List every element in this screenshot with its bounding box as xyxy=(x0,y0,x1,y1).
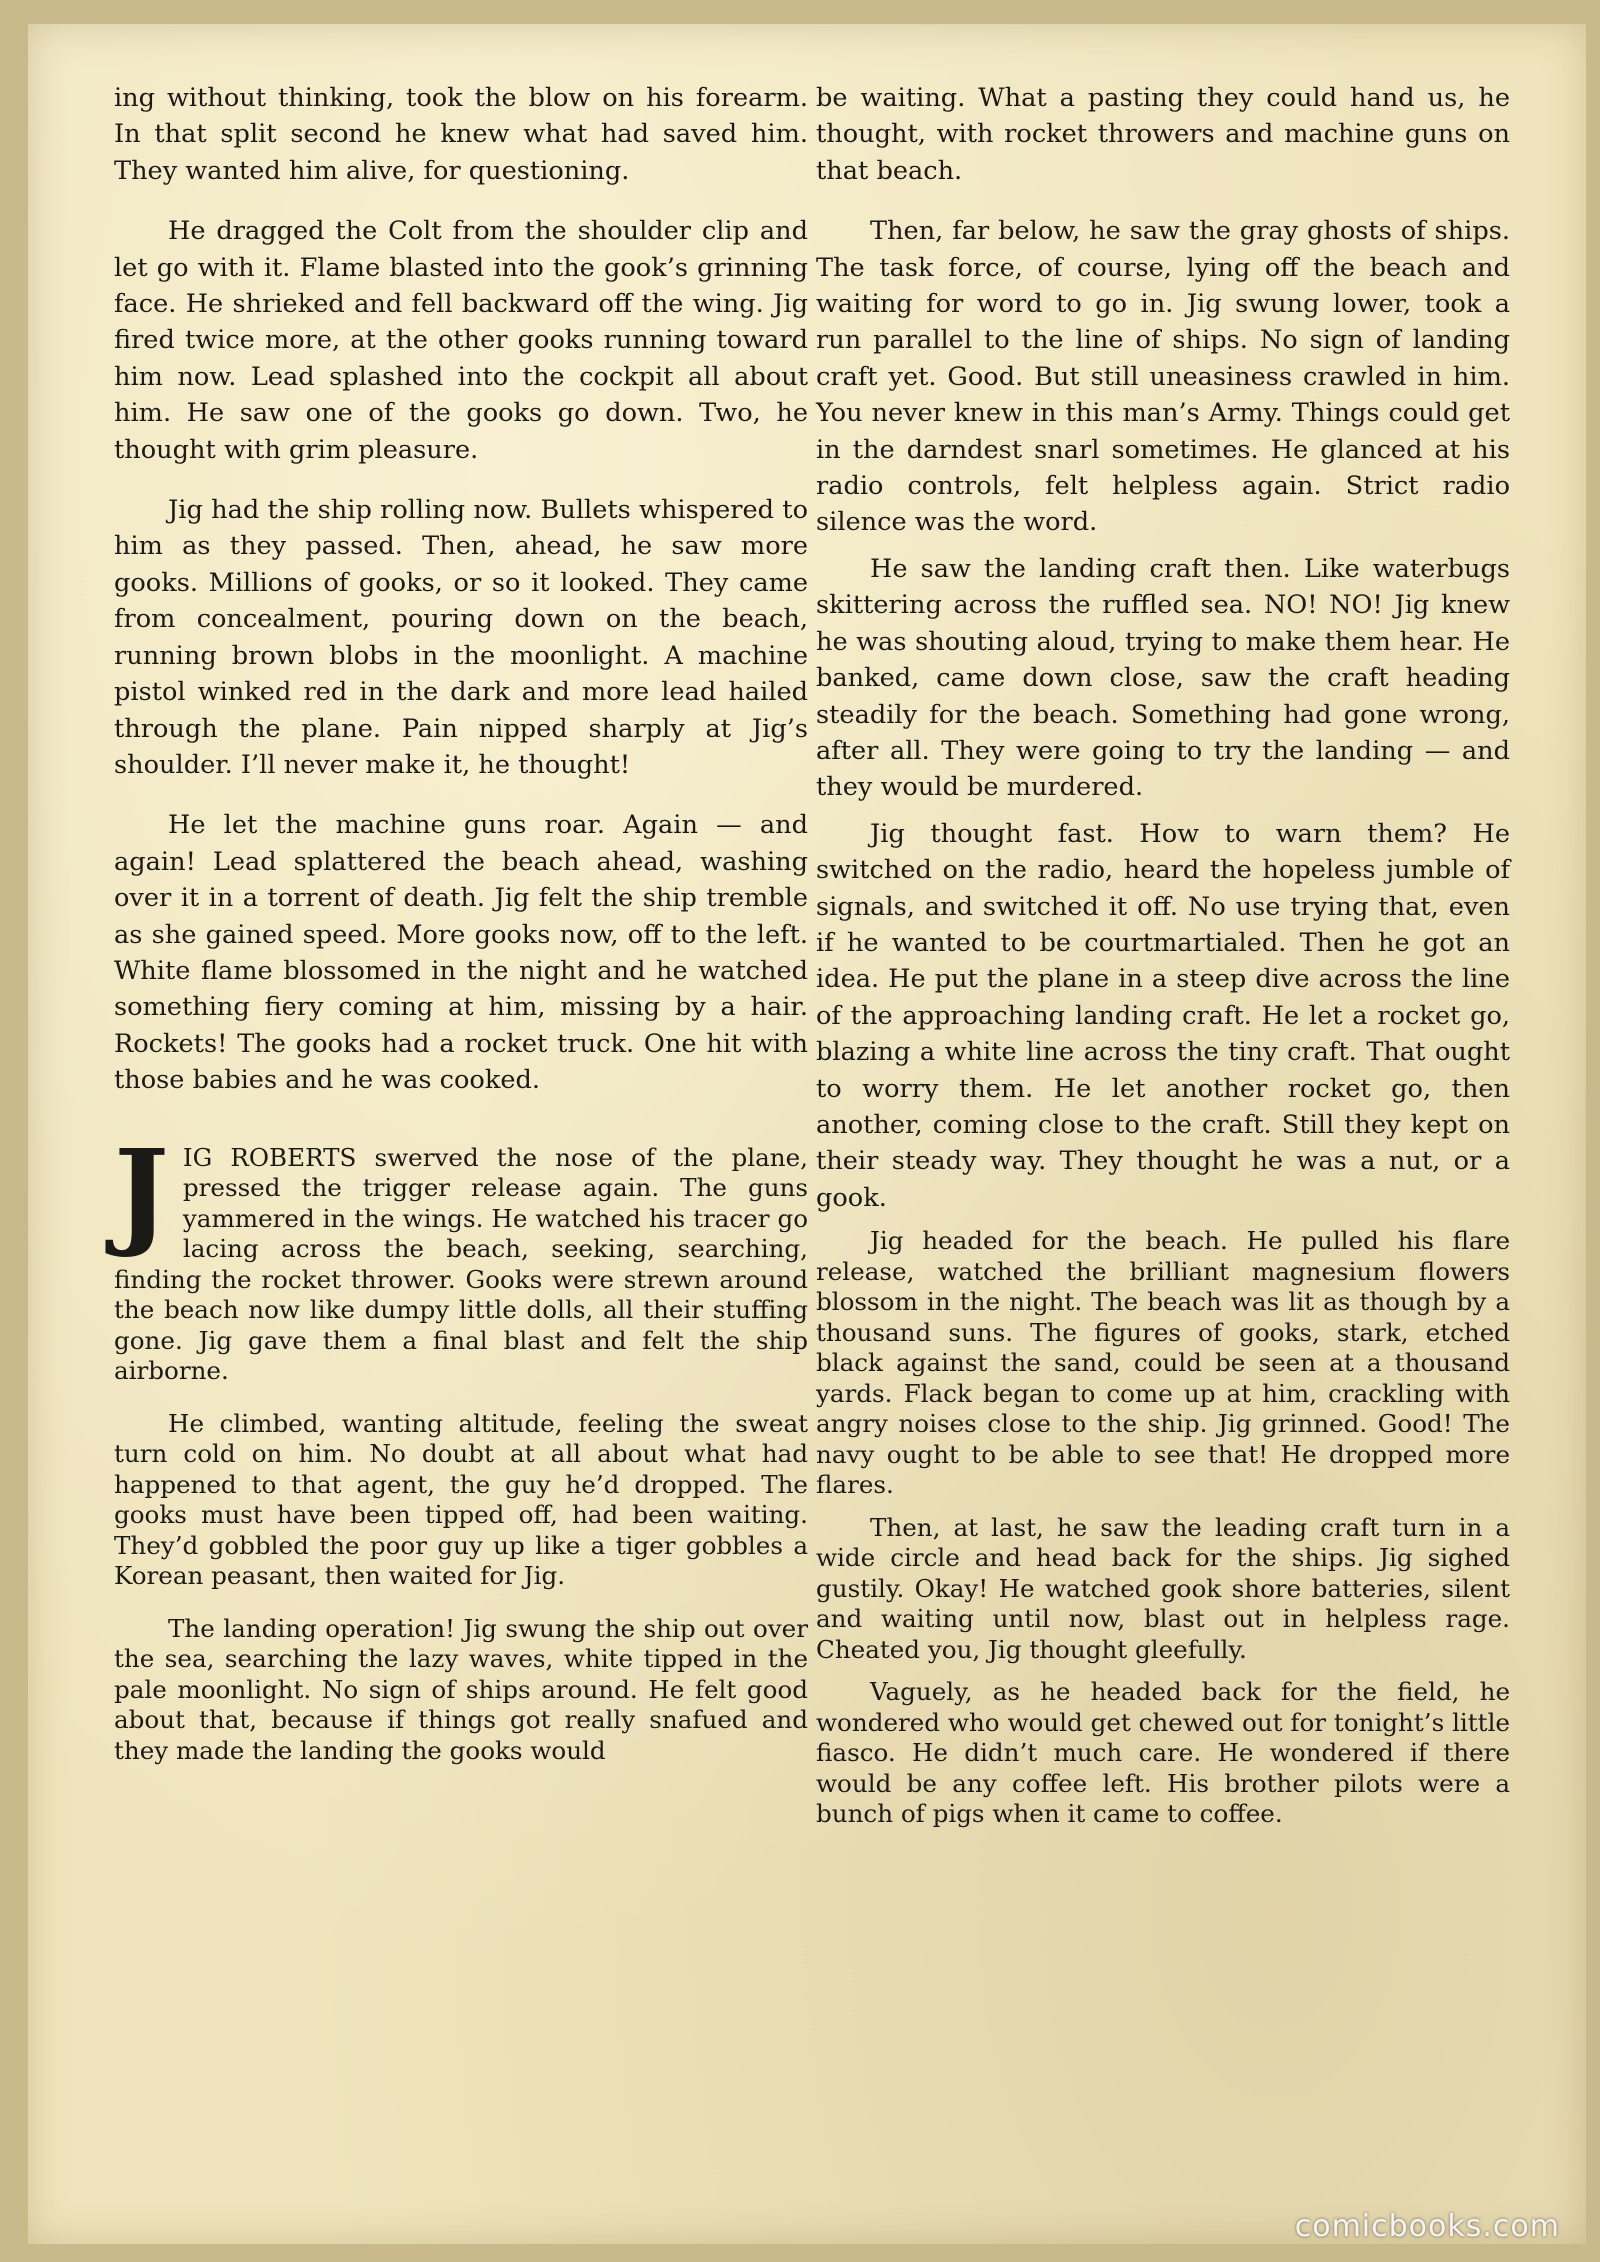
paragraph: The landing operation! Jig swung the ship out over the sea, searching the lazy waves, white tipped in the pale moonlight. No sign of ships around. He felt good about that, because if things got really snafued and they made the landing the gooks would xyxy=(114,1613,808,1765)
story-page xyxy=(28,24,1586,2244)
paragraph: Then, far below, he saw the gray ghosts of ships. The task force, of course, lying off the beach and waiting for word to go in. Jig swung lower, took a run parallel to the line of ships. No sign of landing craft yet. Good. But still uneasiness crawled in him. You never knew in this man’s Army. Things could get in the darndest snarl sometimes. He glanced at his radio controls, felt helpless again. Strict radio silence was the word. xyxy=(816,216,1510,538)
paragraph: Vaguely, as he headed back for the field, he wondered who would get chewed out for tonight’s little fiasco. He didn’t much care. He wondered if there would be any coffee left. His brother pilots were a bunch of pigs when it came to coffee. xyxy=(816,1677,1510,1829)
paragraph: Then, at last, he saw the leading craft turn in a wide circle and head back for the ships. Jig sighed gustily. Okay! He watched gook shore batteries, silent and waiting until now, blast out in helpless rage. Cheated you, Jig thought gleefully. xyxy=(816,1512,1510,1664)
left-column xyxy=(114,80,808,1788)
paragraph: He saw the landing craft then. Like waterbugs skittering across the ruffled sea. NO! NO! Jig knew he was shouting aloud, trying to make them hear. He banked, came down close, saw the craft heading steadily for the beach. Something had gone wrong, after all. They were going to try the landing — and they would be murdered. xyxy=(816,553,1510,803)
paragraph: be waiting. What a pasting they could hand us, he thought, with rocket throwers and machine guns on that beach. xyxy=(816,83,1510,186)
paragraph: ing without thinking, took the blow on his forearm. In that split second he knew what had saved him. They wanted him alive, for questioning. xyxy=(114,83,808,186)
paragraph: Jig thought fast. How to warn them? He switched on the radio, heard the hopeless jumble of signals, and switched it off. No use trying that, even if he wanted to be courtmartialed. Then he got an idea. He put the plane in a steep dive across the line of the approaching landing craft. He let a rocket go, blazing a white line across the tiny craft. That ought to worry them. He let another rocket go, then another, coming close to the craft. Still they kept on their steady way. They thought he was a nut, or a gook. xyxy=(816,818,1510,1213)
right-column xyxy=(816,80,1510,1842)
paragraph: He dragged the Colt from the shoulder clip and let go with it. Flame blasted into the gook’s grinning face. He shrieked and fell backward off the wing. Jig fired twice more, at the other gooks running toward him now. Lead splashed into the cockpit all about him. He saw one of the gooks go down. Two, he thought with grim pleasure. xyxy=(114,216,808,465)
dropcap-letter: J xyxy=(114,1124,169,1261)
dropcap-text: IG ROBERTS swerved the nose of the plane, pressed the trigger release again. The guns yammered in the wings. He watched his tracer go lacing across the beach, seeking, searching, finding the rocket thrower. Gooks were strewn around the beach now like dumpy little dolls, all their stuffing gone. Jig gave them a final blast and felt the ship airborne. xyxy=(114,1142,808,1386)
paragraph: He climbed, wanting altitude, feeling the sweat turn cold on him. No doubt at all about what had happened to that agent, the guy he’d dropped. The gooks must have been tipped off, had been waiting. They’d gobbled the poor guy up like a tiger gobbles a Korean peasant, then waited for Jig. xyxy=(114,1408,808,1591)
dropcap-paragraph xyxy=(114,1124,808,1387)
paragraph: Jig had the ship rolling now. Bullets whispered to him as they passed. Then, ahead, he saw more gooks. Millions of gooks, or so it looked. They came from concealment, pouring down on the beach, running brown blobs in the moonlight. A machine pistol winked red in the dark and more lead hailed through the plane. Pain nipped sharply at Jig’s shoulder. I’ll never make it, he thought! xyxy=(114,495,808,780)
paragraph: He let the machine guns roar. Again — and again! Lead splattered the beach ahead, washing over it in a torrent of death. Jig felt the ship tremble as she gained speed. More gooks now, off to the left. White flame blossomed in the night and he watched something fiery coming at him, missing by a hair. Rockets! The gooks had a rocket truck. One hit with those babies and he was cooked. xyxy=(114,810,808,1096)
paragraph: Jig headed for the beach. He pulled his flare release, watched the brilliant magnesium flowers blossom in the night. The beach was lit as though by a thousand suns. The figures of gooks, stark, etched black against the sand, could be seen at a thousand yards. Flack began to come up at him, crackling with angry noises close to the ship. Jig grinned. Good! The navy ought to be able to see that! He dropped more flares. xyxy=(816,1226,1510,1500)
watermark: comicbooks.com xyxy=(1294,2209,1560,2244)
